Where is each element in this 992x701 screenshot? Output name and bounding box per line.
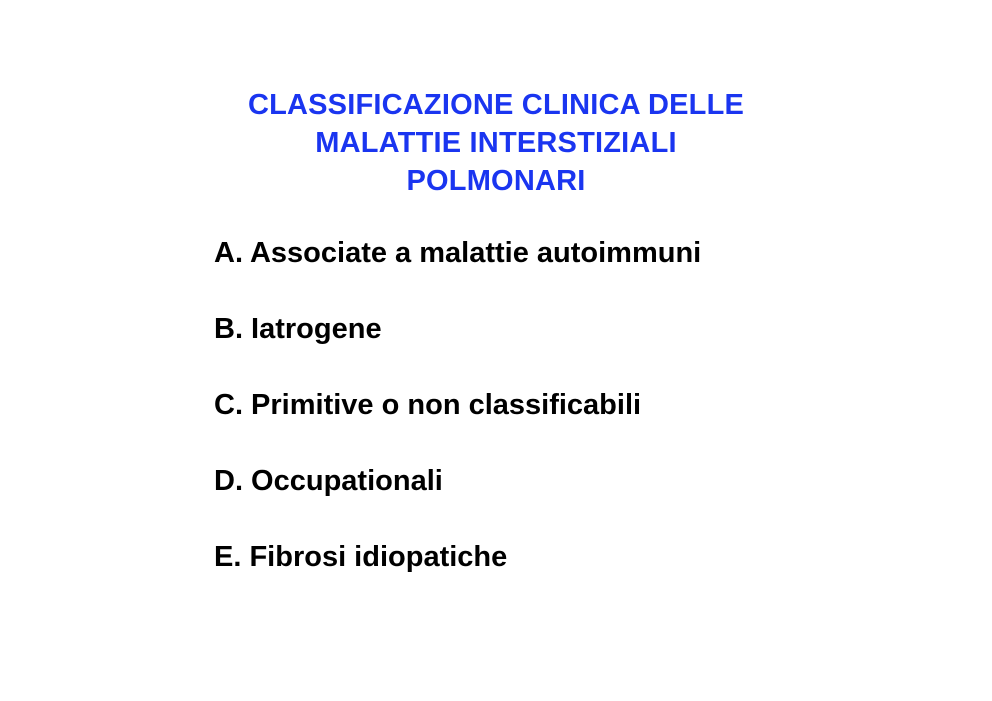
classification-list xyxy=(214,234,974,614)
list-item: E. Fibrosi idiopatiche xyxy=(214,541,508,573)
title-line: POLMONARI xyxy=(406,165,586,197)
list-item: A. Associate a malattie autoimmuni xyxy=(214,237,702,269)
slide-title xyxy=(0,86,992,200)
title-line: CLASSIFICAZIONE CLINICA DELLE xyxy=(247,89,745,121)
list-item: C. Primitive o non classificabili xyxy=(214,389,642,421)
list-item: B. Iatrogene xyxy=(214,313,382,345)
list-item: D. Occupationali xyxy=(214,465,443,497)
title-line: MALATTIE INTERSTIZIALI xyxy=(315,127,677,159)
